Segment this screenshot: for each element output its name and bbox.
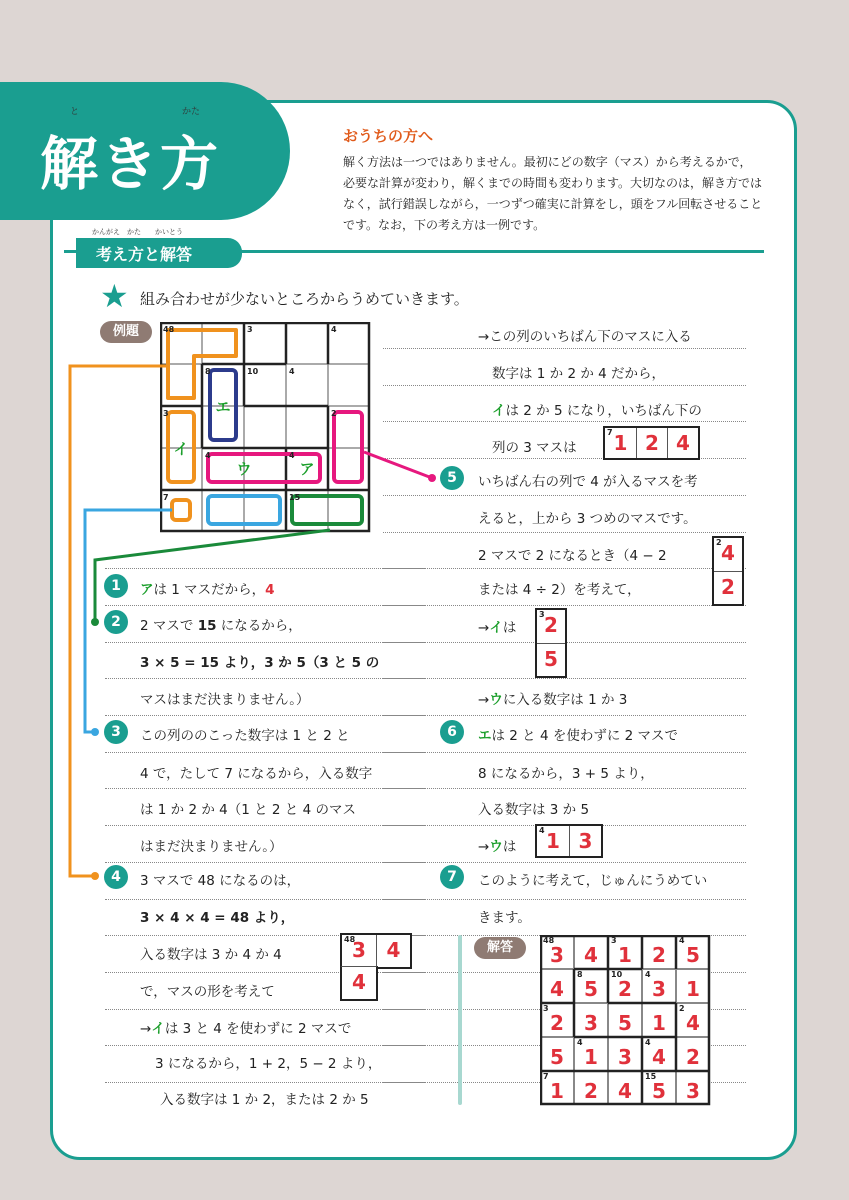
step-5-line-4: または 4 ÷ 2）を考えて， [478,582,641,598]
box-48-bottom: 4 [340,966,378,1001]
grid-clue: 15 [289,493,301,502]
mark-u: ウ [236,460,252,478]
answer-cell: 1 [642,1003,676,1037]
step-5-line-2: えると，上から 3 つめのマスです。 [478,511,697,527]
answer-cell: 3 [676,1071,710,1105]
answer-clue: 4 [679,936,685,945]
answer-cell: 3 2 [540,1003,574,1037]
answer-cell: 2 [642,935,676,969]
answer-label: 解答 [474,937,526,959]
step-3-line-2: 4 で，たして 7 になるから，入る数字 [140,766,373,782]
answer-cell: 8 5 [574,969,608,1003]
section-title: 考え方と解答 [76,238,242,268]
grid-clue: 3 [247,325,253,334]
answer-grid-borders [540,935,712,1107]
answer-cell: 4 3 [642,969,676,1003]
grid-clue: 4 [289,367,295,376]
right-line-2: 数字は 1 か 2 か 4 だから， [492,366,666,382]
answer-cell: 4 [608,1071,642,1105]
answer-cell: 3 1 [608,935,642,969]
grid-clue: 4 [205,451,211,460]
grid-clue: 4 [289,451,295,460]
answer-cell: 10 2 [608,969,642,1003]
answer-clue: 48 [543,936,555,945]
step-5-badge: 5 [440,466,464,490]
answer-cell: 3 [574,1003,608,1037]
answer-divider [458,935,462,1105]
right-line-1: →この列のいちばん下のマスに入る [478,329,692,345]
answer-clue: 15 [645,1072,657,1081]
answer-clue: 8 [577,970,583,979]
step-3-line-4: はまだ決まりません。） [140,839,283,855]
step-3-line-3: は 1 か 2 か 4（1 と 2 と 4 のマス [140,802,356,818]
box-48: 48 3 4 [340,933,412,969]
step-7-text: このように考えて，じゅんにうめてい [478,873,708,889]
answer-clue: 10 [611,970,623,979]
answer-cell: 15 5 [642,1071,676,1105]
step-7-badge: 7 [440,865,464,889]
section-ruby: かんがえ かた かいとう [92,228,183,236]
step-5-line-6: →ウに入る数字は 1 か 3 [478,692,628,708]
note-heading: おうちの方へ [343,127,434,145]
answer-cell: 4 5 [676,935,710,969]
grid-clue: 3 [163,409,169,418]
step-7-line-2: きます。 [478,910,531,926]
answer-clue: 7 [543,1072,549,1081]
step-2-line-2: 3 × 5 = 15 より，3 か 5（3 と 5 の [140,655,380,671]
step-3-badge: 3 [104,720,128,744]
answer-clue: 3 [611,936,617,945]
answer-cell: 2 4 [676,1003,710,1037]
mark-e: エ [215,398,231,416]
box-i-25: 3 2 5 [535,608,567,678]
box-row-124: 7 1 2 4 [603,426,700,460]
step-1-badge: 1 [104,574,128,598]
answer-cell: 4 4 [642,1037,676,1071]
answer-cell: 7 1 [540,1071,574,1105]
example-label: 例題 [100,321,152,343]
note-body: 解く方法は一つではありません。最初にどの数字（マス）から考えるかで，必要な計算が変わり，解くまでの時間も変わります。大切なのは，解き方ではなく，試行錯誤しながら，一つずつ確実に計算をし，頭をフル回転させることです。なお，下の考え方は一例です。 [343,155,763,232]
step-2-line-3: マスはまだ決まりません。） [140,692,310,708]
step-4-line-3: 入る数字は 3 か 4 か 4 [140,947,282,963]
answer-cell: 5 [608,1003,642,1037]
box-col-42: 2 4 2 [712,536,744,606]
step-3-text: この列ののこった数字は 1 と 2 と [140,728,350,744]
step-2-badge: 2 [104,610,128,634]
step-6-badge: 6 [440,720,464,744]
answer-cell: 48 3 [540,935,574,969]
step-6-line-3: 入る数字は 3 か 5 [478,802,590,818]
grid-clue: 4 [331,325,337,334]
title-ruby-1: と [70,107,80,117]
step-4-line-4: で，マスの形を考えて [140,984,275,1000]
answer-clue: 2 [679,1004,685,1013]
title-ruby-2: かた [182,107,201,117]
step-5-text: いちばん右の列で 4 が入るマスを考 [478,474,698,490]
step-6-line-2: 8 になるから，3 + 5 より， [478,766,654,782]
mark-a: ア [299,460,315,478]
step-6-line-4: →ウは [478,839,517,855]
answer-cell: 2 [574,1071,608,1105]
answer-cell: 4 1 [574,1037,608,1071]
step-4-line-7: 入る数字は 1 か 2，または 2 か 5 [160,1092,369,1108]
answer-cell: 4 [574,935,608,969]
mark-i: イ [173,440,189,458]
answer-cell: 2 [676,1037,710,1071]
step-6-text: エは 2 と 4 を使わずに 2 マスで [478,728,679,744]
grid-clue: 10 [247,367,259,376]
step-4-badge: 4 [104,865,128,889]
answer-cell: 5 [540,1037,574,1071]
step-5-line-3: 2 マスで 2 になるとき（4 − 2 [478,548,667,564]
answer-cell: 3 [608,1037,642,1071]
step-2-text: 2 マスで 15 になるから， [140,618,302,634]
step-4-line-6: 3 になるから，1 + 2，5 − 2 より， [155,1056,382,1072]
answer-clue: 4 [645,970,651,979]
box-u-13: 4 1 3 [535,824,603,858]
step-4-line-5: →イは 3 と 4 を使わずに 2 マスで [140,1021,352,1037]
page-title: 解き方 [40,130,221,198]
step-1-text: アは 1 マスだから，4 [140,582,275,598]
right-line-4: 列の 3 マスは [492,440,577,456]
answer-cell: 4 [540,969,574,1003]
answer-clue: 4 [577,1038,583,1047]
answer-clue: 3 [543,1004,549,1013]
grid-clue: 8 [205,367,211,376]
grid-clue: 48 [163,325,175,334]
grid-clue: 2 [331,409,337,418]
grid-clue: 7 [163,493,169,502]
star-icon: ★ [100,277,129,315]
intro-text: 組み合わせが少ないところからうめていきます。 [140,290,469,308]
answer-cell: 1 [676,969,710,1003]
right-line-3: イは 2 か 5 になり，いちばん下の [492,403,702,419]
step-5-line-5: →イは [478,620,517,636]
step-4-line-2: 3 × 4 × 4 = 48 より， [140,910,295,926]
answer-clue: 4 [645,1038,651,1047]
step-4-text: 3 マスで 48 になるのは， [140,873,301,889]
